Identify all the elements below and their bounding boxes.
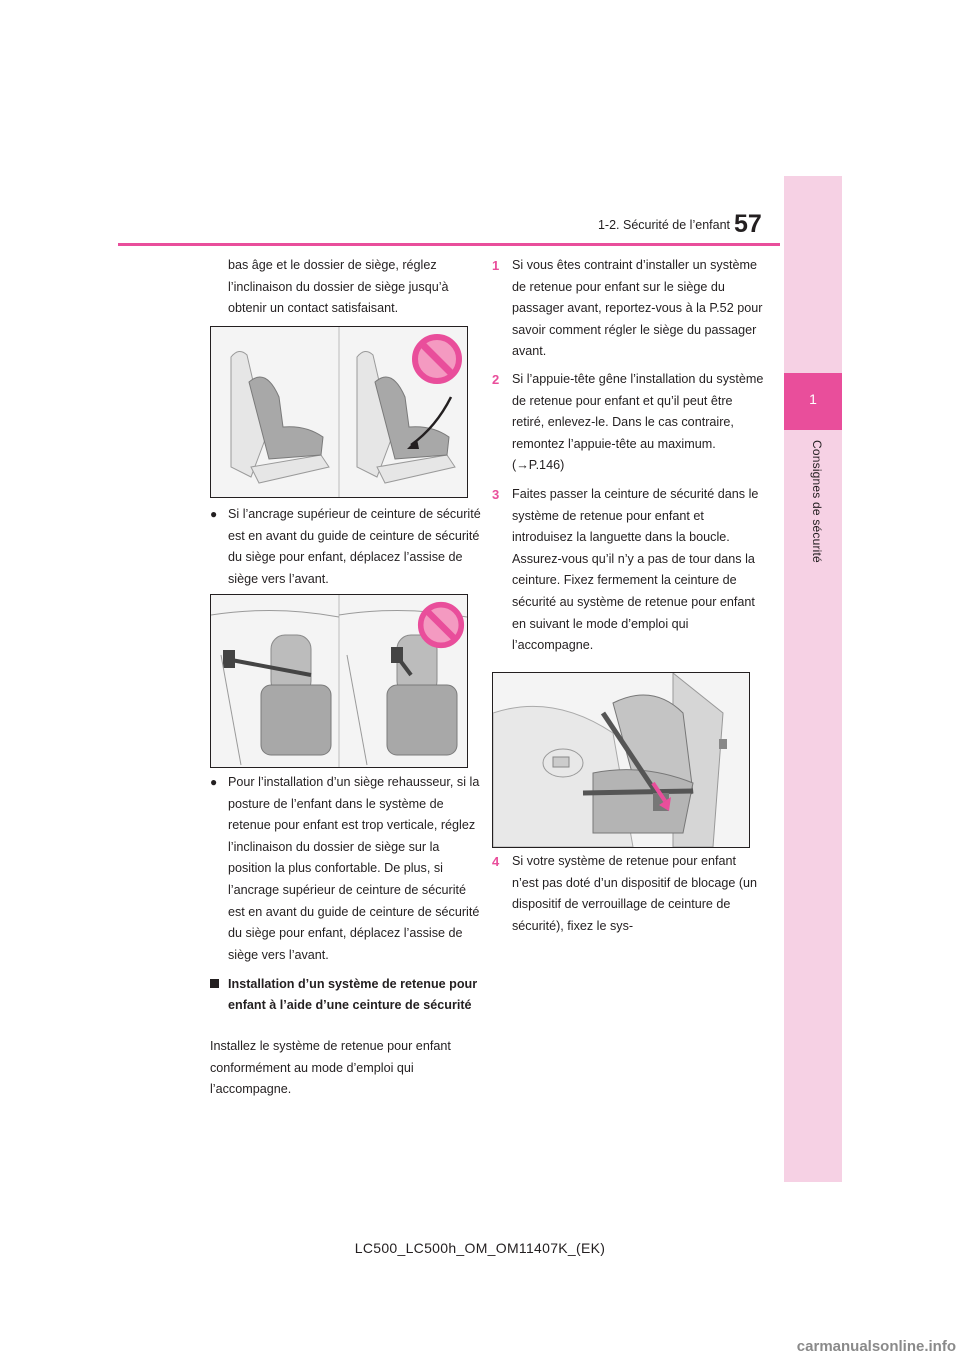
step-text: Si vous êtes contraint d’installer un système de retenue pour enfant sur le siège du passager avant, reportez-vous à la P.52 pour savoir comment régler le siège du passager avant.	[512, 258, 763, 359]
bullet-text: Pour l’installation d’un siège rehausseur, si la posture de l’enfant dans le système de retenue pour enfant est trop verticale, réglez l’inclinaison du dossier de siège sur la position la plus confortable. De plus, si l’ancrage supérieur de ceinture de sécurité est en avant du guide de ceinture de sécurité du siège pour enfant, déplacez l’assise de siège vers l’avant.	[228, 775, 480, 962]
intro-text: bas âge et le dossier de siège, réglez l’inclinaison du dossier de siège jusqu’à obtenir un contact satisfaisant.	[228, 258, 449, 316]
seat-recline-illustration	[210, 326, 468, 498]
chapter-side-tab	[784, 176, 842, 1182]
belt-anchor-illustration	[210, 594, 468, 768]
model-code-footer: LC500_LC500h_OM_OM11407K_(EK)	[354, 1240, 606, 1256]
prohibition-icon	[411, 333, 463, 385]
step-number: 3	[492, 487, 500, 502]
square-bullet-icon	[210, 979, 219, 988]
step-4	[492, 851, 764, 937]
watermark: carmanualsonline.info	[796, 1338, 956, 1355]
chapter-label: Consignes de sécurité	[810, 440, 824, 563]
child-seat-belt-drawing	[493, 673, 749, 847]
step-number: 4	[492, 854, 500, 869]
page-number: 57	[734, 210, 762, 238]
bullet-item	[210, 504, 484, 590]
bullet-dot-icon: ●	[210, 507, 218, 521]
step-text: Si votre système de retenue pour enfant n’est pas doté d’un dispositif de blocage (un dispositif de verrouillage de ceinture de sécurité), fixez le sys-	[512, 854, 758, 933]
subheading	[210, 974, 484, 1016]
step-number: 1	[492, 258, 500, 273]
step-number: 2	[492, 372, 500, 387]
child-seat-belt-illustration	[492, 672, 750, 848]
step-1	[492, 255, 764, 363]
subheading-text: Installation d’un système de retenue pour enfant à l’aide d’une ceinture de sécurité	[228, 977, 478, 1012]
chapter-number: 1	[809, 391, 817, 407]
step-text: Faites passer la ceinture de sécurité dans le système de retenue pour enfant et introduisez la languette dans la boucle. Assurez-vous qu’il n’y a pas de tour dans la ceinture. Fixez fermement la ceinture de sécurité au système de retenue pour enfant en suivant le mode d’emploi qui l’accompagne.	[512, 487, 759, 653]
bullet-dot-icon: ●	[210, 775, 218, 789]
header-divider	[118, 243, 780, 246]
step-3	[492, 484, 764, 657]
section-title: 1-2. Sécurité de l’enfant	[597, 218, 730, 232]
paragraph: Installez le système de retenue pour enfant conformément au mode d’emploi qui l’accompagne.	[210, 1039, 451, 1097]
prohibition-icon	[417, 601, 465, 649]
step-text: Si l’appuie-tête gêne l’installation du système de retenue pour enfant et qu’il peut être retiré, enlevez-le. Dans le cas contraire, remontez l’appuie-tête au maximum. (→P.146)	[512, 372, 764, 473]
bullet-item	[210, 772, 484, 966]
bullet-text: Si l’ancrage supérieur de ceinture de sécurité est en avant du guide de ceinture de sécurité du siège pour enfant, déplacez l’assise de siège vers l’avant.	[228, 507, 481, 586]
step-2	[492, 369, 764, 477]
